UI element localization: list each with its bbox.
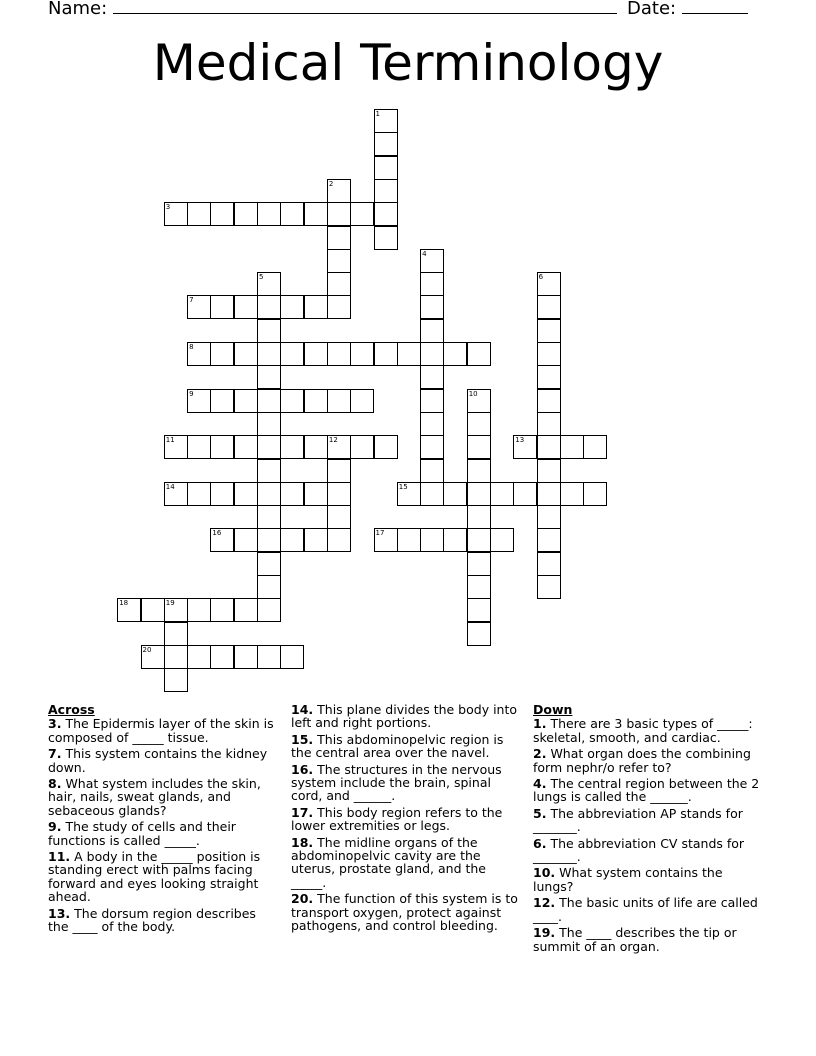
- cell-number: 20: [142, 645, 152, 654]
- grid-cell[interactable]: [374, 528, 398, 552]
- grid-cell[interactable]: [234, 482, 258, 506]
- grid-cell[interactable]: [513, 435, 537, 459]
- across-clue: 15. This abdominopelvic region is the central area over the navel.: [291, 731, 504, 761]
- cell-number: 7: [189, 296, 194, 305]
- across-clue: 20. The function of this system is to transport oxygen, protect against pathogens, and control bleeding.: [291, 891, 518, 934]
- cell-number: 19: [165, 599, 175, 608]
- grid-cell[interactable]: [537, 389, 561, 413]
- grid-cell[interactable]: [420, 365, 444, 389]
- grid-cell[interactable]: [560, 482, 584, 506]
- grid-cell[interactable]: [467, 459, 491, 483]
- grid-cell[interactable]: [513, 482, 537, 506]
- grid-cell[interactable]: [397, 482, 421, 506]
- cell-number: 16: [212, 529, 222, 538]
- down-clue: 12. The basic units of life are called ____.: [533, 895, 758, 924]
- grid-cell[interactable]: [467, 412, 491, 436]
- grid-cell[interactable]: [537, 552, 561, 576]
- grid-cell[interactable]: [397, 342, 421, 366]
- grid-cell[interactable]: [374, 156, 398, 180]
- across-clue: 17. This body region refers to the lower extremities or legs.: [291, 804, 503, 834]
- grid-cell[interactable]: [350, 342, 374, 366]
- grid-cell[interactable]: [187, 389, 211, 413]
- grid-cell[interactable]: [467, 552, 491, 576]
- grid-cell[interactable]: [280, 645, 304, 669]
- cell-number: 12: [328, 436, 338, 445]
- grid-cell[interactable]: [187, 435, 211, 459]
- grid-cell[interactable]: [467, 575, 491, 599]
- grid-cell[interactable]: [257, 528, 281, 552]
- grid-cell[interactable]: [420, 249, 444, 273]
- grid-cell[interactable]: [327, 179, 351, 203]
- across-clue: 14. This plane divides the body into left and right portions.: [291, 702, 518, 731]
- grid-cell[interactable]: [164, 435, 188, 459]
- across-clue: 3. The Epidermis layer of the skin is composed of _____ tissue.: [48, 716, 274, 745]
- across-clue: 16. The structures in the nervous system include the brain, spinal cord, and ______.: [291, 761, 502, 804]
- across-heading: Across: [48, 702, 95, 717]
- page-title: Medical Terminology: [152, 34, 664, 92]
- clue-column-1: [48, 703, 276, 937]
- grid-cell[interactable]: [257, 435, 281, 459]
- grid-cell[interactable]: [420, 295, 444, 319]
- grid-cell[interactable]: [187, 598, 211, 622]
- grid-cell[interactable]: [164, 482, 188, 506]
- clue-column-3: [533, 703, 761, 956]
- grid-cell[interactable]: [257, 575, 281, 599]
- grid-cell[interactable]: [467, 622, 491, 646]
- grid-cell[interactable]: [420, 528, 444, 552]
- grid-cell[interactable]: [583, 435, 607, 459]
- grid-cell[interactable]: [327, 342, 351, 366]
- grid-cell[interactable]: [537, 459, 561, 483]
- grid-cell[interactable]: [327, 295, 351, 319]
- across-clue: 13. The dorsum region describes the ____ of the body.: [48, 905, 256, 935]
- down-clue: 2. What organ does the combining form nephr/o refer to?: [533, 746, 751, 775]
- grid-cell[interactable]: [234, 435, 258, 459]
- grid-cell[interactable]: [443, 528, 467, 552]
- grid-cell[interactable]: [187, 295, 211, 319]
- grid-cell[interactable]: [164, 598, 188, 622]
- grid-cell[interactable]: [374, 342, 398, 366]
- grid-cell[interactable]: [257, 319, 281, 343]
- grid-cell[interactable]: [234, 645, 258, 669]
- grid-cell[interactable]: [257, 342, 281, 366]
- cell-number: 9: [189, 389, 194, 398]
- grid-cell[interactable]: [420, 459, 444, 483]
- grid-cell[interactable]: [327, 202, 351, 226]
- across-clue: 9. The study of cells and their functions is called _____.: [48, 819, 236, 848]
- grid-cell[interactable]: [420, 342, 444, 366]
- grid-cell[interactable]: [374, 179, 398, 203]
- grid-cell[interactable]: [210, 482, 234, 506]
- grid-cell[interactable]: [164, 668, 188, 692]
- grid-cell[interactable]: [537, 272, 561, 296]
- grid-cell[interactable]: [537, 528, 561, 552]
- grid-cell[interactable]: [467, 505, 491, 529]
- grid-cell[interactable]: [257, 645, 281, 669]
- cell-number: 17: [375, 529, 385, 538]
- grid-cell[interactable]: [234, 528, 258, 552]
- cell-number: 14: [165, 482, 175, 491]
- grid-cell[interactable]: [257, 202, 281, 226]
- grid-cell[interactable]: [560, 435, 584, 459]
- grid-cell[interactable]: [234, 342, 258, 366]
- grid-cell[interactable]: [327, 459, 351, 483]
- grid-cell[interactable]: [420, 435, 444, 459]
- grid-cell[interactable]: [327, 272, 351, 296]
- grid-cell[interactable]: [420, 272, 444, 296]
- cell-number: 13: [515, 436, 525, 445]
- cell-number: 5: [259, 273, 264, 282]
- grid-cell[interactable]: [210, 389, 234, 413]
- across-clue: 11. A body in the _____ position is standing erect with palms facing forward and eyes looking straight ahead.: [48, 849, 261, 905]
- grid-cell[interactable]: [280, 435, 304, 459]
- grid-cell[interactable]: [420, 319, 444, 343]
- grid-cell[interactable]: [350, 389, 374, 413]
- cell-number: 8: [189, 343, 194, 351]
- grid-cell[interactable]: [234, 598, 258, 622]
- grid-cell[interactable]: [257, 459, 281, 483]
- grid-cell[interactable]: [420, 389, 444, 413]
- down-clue: 5. The abbreviation AP stands for _______.: [533, 805, 743, 835]
- grid-cell[interactable]: [164, 622, 188, 646]
- down-clue: 1. There are 3 basic types of _____: skeletal, smooth, and cardiac.: [533, 716, 753, 745]
- grid-cell[interactable]: [280, 202, 304, 226]
- grid-cell[interactable]: [537, 319, 561, 343]
- grid-cell[interactable]: [467, 435, 491, 459]
- grid-cell[interactable]: [141, 645, 165, 669]
- grid-cell[interactable]: [350, 435, 374, 459]
- down-clue: 10. What system contains the lungs?: [533, 865, 723, 894]
- grid-cell[interactable]: [257, 552, 281, 576]
- grid-cell[interactable]: [280, 528, 304, 552]
- grid-cell[interactable]: [467, 482, 491, 506]
- grid-cell[interactable]: [374, 202, 398, 226]
- grid-cell[interactable]: [187, 482, 211, 506]
- across-clue: 8. What system includes the skin, hair, nails, sweat glands, and sebaceous glands?: [48, 776, 261, 818]
- grid-cell[interactable]: [234, 295, 258, 319]
- grid-cell[interactable]: [537, 575, 561, 599]
- grid-cell[interactable]: [374, 435, 398, 459]
- grid-cell[interactable]: [304, 482, 328, 506]
- grid-cell[interactable]: [350, 202, 374, 226]
- grid-cell[interactable]: [210, 202, 234, 226]
- grid-cell[interactable]: [304, 528, 328, 552]
- grid-cell[interactable]: [397, 528, 421, 552]
- grid-cell[interactable]: [304, 295, 328, 319]
- grid-cell[interactable]: [467, 389, 491, 413]
- grid-cell[interactable]: [327, 505, 351, 529]
- grid-cell[interactable]: [257, 505, 281, 529]
- grid-cell[interactable]: [304, 342, 328, 366]
- grid-cell[interactable]: [164, 645, 188, 669]
- cell-number: 1: [375, 110, 380, 118]
- grid-cell[interactable]: [280, 342, 304, 366]
- grid-cell[interactable]: [210, 435, 234, 459]
- cell-number: 6: [538, 273, 544, 282]
- grid-cell[interactable]: [327, 389, 351, 413]
- grid-cell[interactable]: [467, 598, 491, 622]
- date-label: Date:: [627, 0, 677, 19]
- grid-cell[interactable]: [537, 342, 561, 366]
- grid-cell[interactable]: [443, 342, 467, 366]
- grid-cell[interactable]: [374, 109, 398, 133]
- grid-cell[interactable]: [327, 528, 351, 552]
- grid-cell[interactable]: [490, 528, 514, 552]
- grid-cell[interactable]: [537, 435, 561, 459]
- grid-cell[interactable]: [210, 342, 234, 366]
- grid-cell[interactable]: [467, 528, 491, 552]
- down-clue: 4. The central region between the 2 lungs is called the ______.: [533, 776, 760, 805]
- grid-cell[interactable]: [280, 295, 304, 319]
- grid-cell[interactable]: [537, 295, 561, 319]
- grid-cell[interactable]: [164, 202, 188, 226]
- cell-number: 3: [165, 203, 171, 212]
- grid-cell[interactable]: [257, 272, 281, 296]
- grid-cell[interactable]: [257, 412, 281, 436]
- grid-cell[interactable]: [257, 365, 281, 389]
- grid-cell[interactable]: [210, 598, 234, 622]
- grid-cell[interactable]: [210, 528, 234, 552]
- grid-cell[interactable]: [420, 412, 444, 436]
- grid-cell[interactable]: [327, 482, 351, 506]
- across-clue: 7. This system contains the kidney down.: [48, 746, 268, 775]
- cell-number: 11: [165, 436, 175, 445]
- down-clue: 6. The abbreviation CV stands for _______.: [533, 835, 745, 865]
- grid-cell[interactable]: [187, 342, 211, 366]
- grid-cell[interactable]: [537, 412, 561, 436]
- grid-cell[interactable]: [210, 645, 234, 669]
- across-clue: 18. The midline organs of the abdominopelvic cavity are the uterus, prostate gland, and the _____.: [291, 834, 486, 890]
- grid-cell[interactable]: [327, 435, 351, 459]
- grid-cell[interactable]: [234, 202, 258, 226]
- grid-cell[interactable]: [257, 482, 281, 506]
- grid-cell[interactable]: [537, 505, 561, 529]
- grid-cell[interactable]: [257, 389, 281, 413]
- grid-cell[interactable]: [187, 645, 211, 669]
- grid-cell[interactable]: [537, 365, 561, 389]
- cell-number: 10: [468, 389, 478, 398]
- grid-cell[interactable]: [210, 295, 234, 319]
- grid-cell[interactable]: [327, 249, 351, 273]
- grid-cell[interactable]: [304, 389, 328, 413]
- cell-number: 4: [422, 249, 427, 258]
- cell-number: 15: [398, 482, 408, 491]
- grid-cell[interactable]: [420, 482, 444, 506]
- grid-cell[interactable]: [257, 295, 281, 319]
- grid-cell[interactable]: [257, 598, 281, 622]
- grid-cell[interactable]: [187, 202, 211, 226]
- grid-cell[interactable]: [537, 482, 561, 506]
- clue-column-2: [291, 703, 523, 936]
- grid-cell[interactable]: [304, 202, 328, 226]
- grid-cell[interactable]: [374, 226, 398, 250]
- name-label: Name:: [48, 0, 108, 19]
- grid-cell[interactable]: [304, 435, 328, 459]
- grid-cell[interactable]: [467, 342, 491, 366]
- down-heading: Down: [533, 702, 573, 717]
- grid-cell[interactable]: [374, 132, 398, 156]
- down-clue: 19. The ____ describes the tip or summit of an organ.: [533, 925, 737, 954]
- grid-cell[interactable]: [327, 226, 351, 250]
- grid-cell[interactable]: [141, 598, 165, 622]
- grid-cell[interactable]: [280, 482, 304, 506]
- grid-cell[interactable]: [280, 389, 304, 413]
- grid-cell[interactable]: [234, 389, 258, 413]
- grid-cell[interactable]: [117, 598, 141, 622]
- cell-number: 2: [328, 179, 334, 188]
- grid-cell[interactable]: [583, 482, 607, 506]
- grid-cell[interactable]: [443, 482, 467, 506]
- cell-number: 18: [119, 599, 129, 608]
- grid-cell[interactable]: [490, 482, 514, 506]
